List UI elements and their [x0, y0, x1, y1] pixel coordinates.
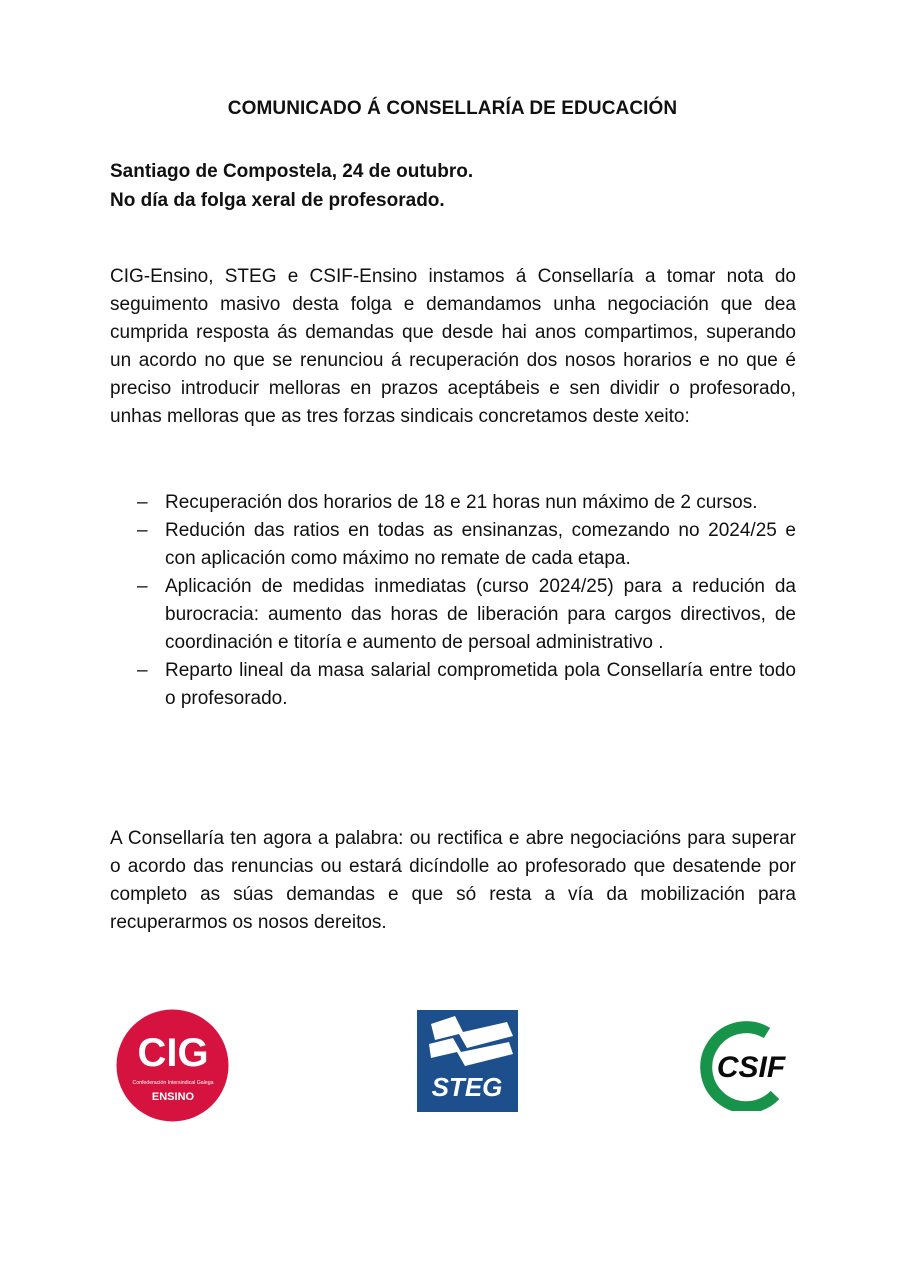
steg-logo-text: STEG: [431, 1072, 503, 1102]
document-title: COMUNICADO Á CONSELLARÍA DE EDUCACIÓN: [227, 98, 678, 119]
csif-logo-text: CSIF: [716, 1051, 786, 1084]
intro-paragraph: CIG-Ensino, STEG e CSIF-Ensino instamos á Consellaría a tomar nota do seguimento masivo desta folga e demandamos unha negociación que dea cumprida resposta ás demandas que desde hai anos compartimos, superando un acordo no que se renunciou á recuperación dos nosos horarios e no que é preciso introducir melloras en prazos aceptábeis e sen dividir o profesorado, unhas melloras que as tres forzas sindicais concretamos deste xeito:: [110, 266, 796, 427]
list-item: [110, 573, 796, 657]
bullet-dash: –: [137, 492, 148, 513]
demand-text: Recuperación dos horarios de 18 e 21 horas nun máximo de 2 cursos.: [165, 492, 758, 513]
demand-text: Reparto lineal da masa salarial comprometida pola Consellaría entre todo o profesorado.: [165, 660, 796, 709]
bullet-dash: –: [137, 576, 148, 597]
cig-logo-label: ENSINO: [151, 1091, 195, 1103]
demands-list: [110, 489, 796, 713]
demand-text: Aplicación de medidas inmediatas (curso 2024/25) para a redución da burocracia: aumento das horas de liberación para cargos directivos, de coordinación e titoría e aumento de persoal administrativo .: [165, 576, 796, 653]
csif-logo: [693, 1019, 795, 1111]
closing-paragraph: A Consellaría ten agora a palabra: ou rectifica e abre negociacións para superar o acordo das renuncias ou estará dicíndolle ao profesorado que desatende por completo as súas demandas e que só resta a vía da mobilización para recuperarmos os nosos dereitos.: [110, 828, 796, 933]
steg-logo: [417, 1010, 518, 1112]
demand-text: Redución das ratios en todas as ensinanzas, comezando no 2024/25 e con aplicación como máximo no remate de cada etapa.: [165, 520, 796, 569]
place-date: Santiago de Compostela, 24 de outubro.: [110, 161, 474, 182]
bullet-dash: –: [137, 520, 148, 541]
occasion-line: No día da folga xeral de profesorado.: [110, 190, 445, 211]
cig-logo-text: CIG: [137, 1031, 209, 1075]
cig-ensino-logo: [115, 1008, 230, 1123]
list-item: [110, 489, 796, 517]
document-header: [110, 157, 473, 215]
bullet-dash: –: [137, 660, 148, 681]
union-logos: [0, 1005, 905, 1125]
cig-logo-subtitle: Confederación Intersindical Galega: [132, 1080, 214, 1086]
list-item: [110, 517, 796, 573]
list-item: [110, 657, 796, 713]
